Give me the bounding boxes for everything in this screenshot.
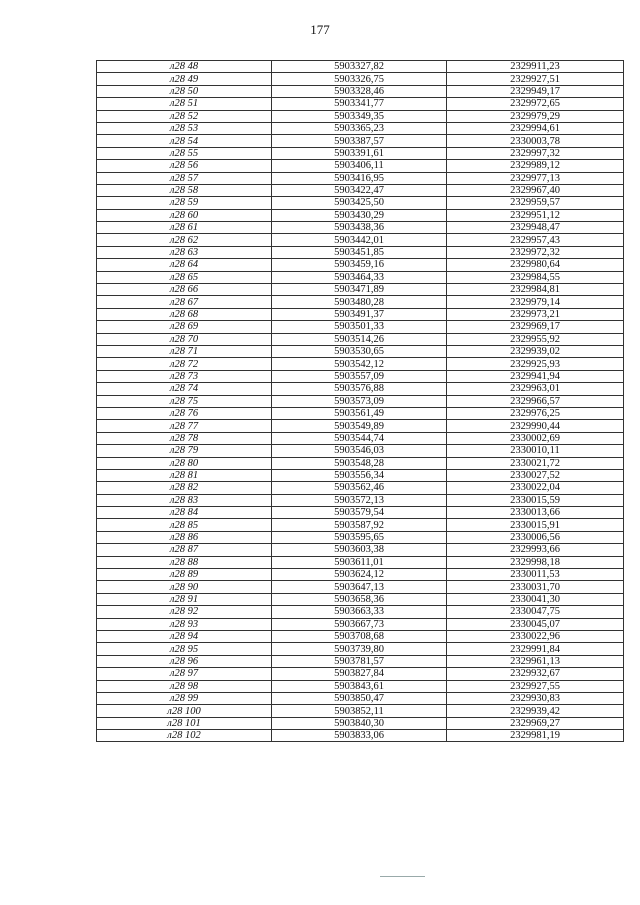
table-row — [97, 606, 624, 618]
table-row — [97, 259, 624, 271]
table-row — [97, 147, 624, 159]
x-coordinate: 5903328,46 — [272, 85, 447, 97]
x-coordinate: 5903530,65 — [272, 345, 447, 357]
x-coordinate: 5903341,77 — [272, 98, 447, 110]
coordinates-table — [96, 60, 624, 742]
y-coordinate: 2329963,01 — [447, 383, 624, 395]
y-coordinate: 2330027,52 — [447, 469, 624, 481]
x-coordinate: 5903542,12 — [272, 358, 447, 370]
y-coordinate: 2329972,32 — [447, 246, 624, 258]
table-row — [97, 321, 624, 333]
y-coordinate: 2329957,43 — [447, 234, 624, 246]
point-label: л28 85 — [97, 519, 272, 531]
x-coordinate: 5903349,35 — [272, 110, 447, 122]
x-coordinate: 5903603,38 — [272, 544, 447, 556]
point-label: л28 77 — [97, 420, 272, 432]
x-coordinate: 5903548,28 — [272, 457, 447, 469]
table-row — [97, 197, 624, 209]
point-label: л28 79 — [97, 445, 272, 457]
table-row — [97, 680, 624, 692]
y-coordinate: 2329941,94 — [447, 370, 624, 382]
point-label: л28 80 — [97, 457, 272, 469]
point-label: л28 96 — [97, 655, 272, 667]
table-row — [97, 383, 624, 395]
x-coordinate: 5903471,89 — [272, 284, 447, 296]
y-coordinate: 2329998,18 — [447, 556, 624, 568]
table-row — [97, 655, 624, 667]
y-coordinate: 2329967,40 — [447, 184, 624, 196]
table-row — [97, 643, 624, 655]
table-row — [97, 370, 624, 382]
x-coordinate: 5903840,30 — [272, 717, 447, 729]
table-row — [97, 222, 624, 234]
x-coordinate: 5903459,16 — [272, 259, 447, 271]
table-row — [97, 705, 624, 717]
table-row — [97, 172, 624, 184]
point-label: л28 67 — [97, 296, 272, 308]
table-row — [97, 333, 624, 345]
point-label: л28 81 — [97, 469, 272, 481]
table-row — [97, 544, 624, 556]
y-coordinate: 2330010,11 — [447, 445, 624, 457]
y-coordinate: 2330015,59 — [447, 494, 624, 506]
point-label: л28 73 — [97, 370, 272, 382]
y-coordinate: 2330011,53 — [447, 569, 624, 581]
table-row — [97, 469, 624, 481]
y-coordinate: 2329990,44 — [447, 420, 624, 432]
y-coordinate: 2330015,91 — [447, 519, 624, 531]
point-label: л28 70 — [97, 333, 272, 345]
point-label: л28 92 — [97, 606, 272, 618]
table-row — [97, 507, 624, 519]
y-coordinate: 2330003,78 — [447, 135, 624, 147]
x-coordinate: 5903557,09 — [272, 370, 447, 382]
table-row — [97, 234, 624, 246]
table-row — [97, 494, 624, 506]
x-coordinate: 5903438,36 — [272, 222, 447, 234]
point-label: л28 50 — [97, 85, 272, 97]
y-coordinate: 2329979,14 — [447, 296, 624, 308]
table-row — [97, 556, 624, 568]
table-row — [97, 519, 624, 531]
point-label: л28 98 — [97, 680, 272, 692]
table-row — [97, 135, 624, 147]
x-coordinate: 5903658,36 — [272, 593, 447, 605]
point-label: л28 95 — [97, 643, 272, 655]
point-label: л28 59 — [97, 197, 272, 209]
y-coordinate: 2330002,69 — [447, 432, 624, 444]
table-row — [97, 630, 624, 642]
x-coordinate: 5903549,89 — [272, 420, 447, 432]
y-coordinate: 2329981,19 — [447, 730, 624, 742]
point-label: л28 88 — [97, 556, 272, 568]
point-label: л28 62 — [97, 234, 272, 246]
point-label: л28 51 — [97, 98, 272, 110]
y-coordinate: 2329930,83 — [447, 692, 624, 704]
x-coordinate: 5903514,26 — [272, 333, 447, 345]
point-label: л28 100 — [97, 705, 272, 717]
point-label: л28 58 — [97, 184, 272, 196]
y-coordinate: 2330031,70 — [447, 581, 624, 593]
table-row — [97, 85, 624, 97]
y-coordinate: 2329955,92 — [447, 333, 624, 345]
x-coordinate: 5903416,95 — [272, 172, 447, 184]
table-row — [97, 345, 624, 357]
point-label: л28 93 — [97, 618, 272, 630]
point-label: л28 99 — [97, 692, 272, 704]
table-row — [97, 730, 624, 742]
point-label: л28 65 — [97, 271, 272, 283]
y-coordinate: 2329980,64 — [447, 259, 624, 271]
y-coordinate: 2329961,13 — [447, 655, 624, 667]
y-coordinate: 2330022,96 — [447, 630, 624, 642]
table-row — [97, 668, 624, 680]
x-coordinate: 5903501,33 — [272, 321, 447, 333]
y-coordinate: 2329984,81 — [447, 284, 624, 296]
y-coordinate: 2329939,42 — [447, 705, 624, 717]
x-coordinate: 5903852,11 — [272, 705, 447, 717]
y-coordinate: 2329977,13 — [447, 172, 624, 184]
y-coordinate: 2329925,93 — [447, 358, 624, 370]
point-label: л28 75 — [97, 395, 272, 407]
point-label: л28 55 — [97, 147, 272, 159]
point-label: л28 101 — [97, 717, 272, 729]
x-coordinate: 5903326,75 — [272, 73, 447, 85]
table-row — [97, 432, 624, 444]
y-coordinate: 2329932,67 — [447, 668, 624, 680]
point-label: л28 71 — [97, 345, 272, 357]
y-coordinate: 2329993,66 — [447, 544, 624, 556]
point-label: л28 57 — [97, 172, 272, 184]
y-coordinate: 2330041,30 — [447, 593, 624, 605]
x-coordinate: 5903667,73 — [272, 618, 447, 630]
x-coordinate: 5903365,23 — [272, 122, 447, 134]
x-coordinate: 5903587,92 — [272, 519, 447, 531]
y-coordinate: 2329991,84 — [447, 643, 624, 655]
x-coordinate: 5903572,13 — [272, 494, 447, 506]
point-label: л28 74 — [97, 383, 272, 395]
table-row — [97, 296, 624, 308]
table-row — [97, 284, 624, 296]
point-label: л28 53 — [97, 122, 272, 134]
point-label: л28 63 — [97, 246, 272, 258]
x-coordinate: 5903491,37 — [272, 308, 447, 320]
y-coordinate: 2329949,17 — [447, 85, 624, 97]
y-coordinate: 2329927,55 — [447, 680, 624, 692]
x-coordinate: 5903451,85 — [272, 246, 447, 258]
point-label: л28 89 — [97, 569, 272, 581]
y-coordinate: 2329984,55 — [447, 271, 624, 283]
x-coordinate: 5903391,61 — [272, 147, 447, 159]
point-label: л28 56 — [97, 160, 272, 172]
table-row — [97, 271, 624, 283]
point-label: л28 90 — [97, 581, 272, 593]
y-coordinate: 2329969,17 — [447, 321, 624, 333]
point-label: л28 49 — [97, 73, 272, 85]
y-coordinate: 2330021,72 — [447, 457, 624, 469]
y-coordinate: 2329939,02 — [447, 345, 624, 357]
table-row — [97, 122, 624, 134]
point-label: л28 97 — [97, 668, 272, 680]
point-label: л28 83 — [97, 494, 272, 506]
table-row — [97, 246, 624, 258]
y-coordinate: 2329966,57 — [447, 395, 624, 407]
y-coordinate: 2329997,32 — [447, 147, 624, 159]
point-label: л28 76 — [97, 407, 272, 419]
point-label: л28 54 — [97, 135, 272, 147]
point-label: л28 69 — [97, 321, 272, 333]
x-coordinate: 5903647,13 — [272, 581, 447, 593]
point-label: л28 102 — [97, 730, 272, 742]
table-row — [97, 420, 624, 432]
table-row — [97, 73, 624, 85]
table-row — [97, 445, 624, 457]
x-coordinate: 5903663,33 — [272, 606, 447, 618]
table-row — [97, 593, 624, 605]
x-coordinate: 5903562,46 — [272, 482, 447, 494]
x-coordinate: 5903843,61 — [272, 680, 447, 692]
point-label: л28 66 — [97, 284, 272, 296]
x-coordinate: 5903579,54 — [272, 507, 447, 519]
x-coordinate: 5903708,68 — [272, 630, 447, 642]
y-coordinate: 2330013,66 — [447, 507, 624, 519]
x-coordinate: 5903546,03 — [272, 445, 447, 457]
x-coordinate: 5903833,06 — [272, 730, 447, 742]
point-label: л28 48 — [97, 61, 272, 73]
y-coordinate: 2330022,04 — [447, 482, 624, 494]
x-coordinate: 5903442,01 — [272, 234, 447, 246]
table-row — [97, 61, 624, 73]
x-coordinate: 5903425,50 — [272, 197, 447, 209]
y-coordinate: 2330045,07 — [447, 618, 624, 630]
y-coordinate: 2329951,12 — [447, 209, 624, 221]
x-coordinate: 5903544,74 — [272, 432, 447, 444]
x-coordinate: 5903561,49 — [272, 407, 447, 419]
x-coordinate: 5903406,11 — [272, 160, 447, 172]
table-row — [97, 531, 624, 543]
x-coordinate: 5903430,29 — [272, 209, 447, 221]
point-label: л28 94 — [97, 630, 272, 642]
x-coordinate: 5903781,57 — [272, 655, 447, 667]
table-row — [97, 160, 624, 172]
bottom-divider — [380, 876, 425, 877]
x-coordinate: 5903480,28 — [272, 296, 447, 308]
y-coordinate: 2329972,65 — [447, 98, 624, 110]
coordinates-table-body — [97, 61, 624, 742]
x-coordinate: 5903576,88 — [272, 383, 447, 395]
table-row — [97, 569, 624, 581]
x-coordinate: 5903556,34 — [272, 469, 447, 481]
x-coordinate: 5903387,57 — [272, 135, 447, 147]
y-coordinate: 2329969,27 — [447, 717, 624, 729]
page-number: 177 — [310, 22, 330, 37]
point-label: л28 86 — [97, 531, 272, 543]
y-coordinate: 2329948,47 — [447, 222, 624, 234]
table-row — [97, 581, 624, 593]
table-row — [97, 692, 624, 704]
table-row — [97, 395, 624, 407]
point-label: л28 52 — [97, 110, 272, 122]
x-coordinate: 5903827,84 — [272, 668, 447, 680]
table-row — [97, 184, 624, 196]
x-coordinate: 5903611,01 — [272, 556, 447, 568]
point-label: л28 91 — [97, 593, 272, 605]
table-row — [97, 618, 624, 630]
y-coordinate: 2329911,23 — [447, 61, 624, 73]
table-row — [97, 457, 624, 469]
table-row — [97, 407, 624, 419]
y-coordinate: 2329959,57 — [447, 197, 624, 209]
y-coordinate: 2329979,29 — [447, 110, 624, 122]
x-coordinate: 5903573,09 — [272, 395, 447, 407]
point-label: л28 84 — [97, 507, 272, 519]
point-label: л28 64 — [97, 259, 272, 271]
table-row — [97, 110, 624, 122]
x-coordinate: 5903595,65 — [272, 531, 447, 543]
table-row — [97, 308, 624, 320]
y-coordinate: 2330006,56 — [447, 531, 624, 543]
point-label: л28 87 — [97, 544, 272, 556]
point-label: л28 68 — [97, 308, 272, 320]
point-label: л28 78 — [97, 432, 272, 444]
point-label: л28 60 — [97, 209, 272, 221]
y-coordinate: 2329976,25 — [447, 407, 624, 419]
point-label: л28 61 — [97, 222, 272, 234]
table-row — [97, 98, 624, 110]
x-coordinate: 5903850,47 — [272, 692, 447, 704]
x-coordinate: 5903422,47 — [272, 184, 447, 196]
table-row — [97, 717, 624, 729]
x-coordinate: 5903464,33 — [272, 271, 447, 283]
table-row — [97, 482, 624, 494]
point-label: л28 82 — [97, 482, 272, 494]
table-row — [97, 209, 624, 221]
y-coordinate: 2330047,75 — [447, 606, 624, 618]
y-coordinate: 2329989,12 — [447, 160, 624, 172]
y-coordinate: 2329973,21 — [447, 308, 624, 320]
x-coordinate: 5903739,80 — [272, 643, 447, 655]
x-coordinate: 5903624,12 — [272, 569, 447, 581]
y-coordinate: 2329994,61 — [447, 122, 624, 134]
point-label: л28 72 — [97, 358, 272, 370]
x-coordinate: 5903327,82 — [272, 61, 447, 73]
y-coordinate: 2329927,51 — [447, 73, 624, 85]
table-row — [97, 358, 624, 370]
